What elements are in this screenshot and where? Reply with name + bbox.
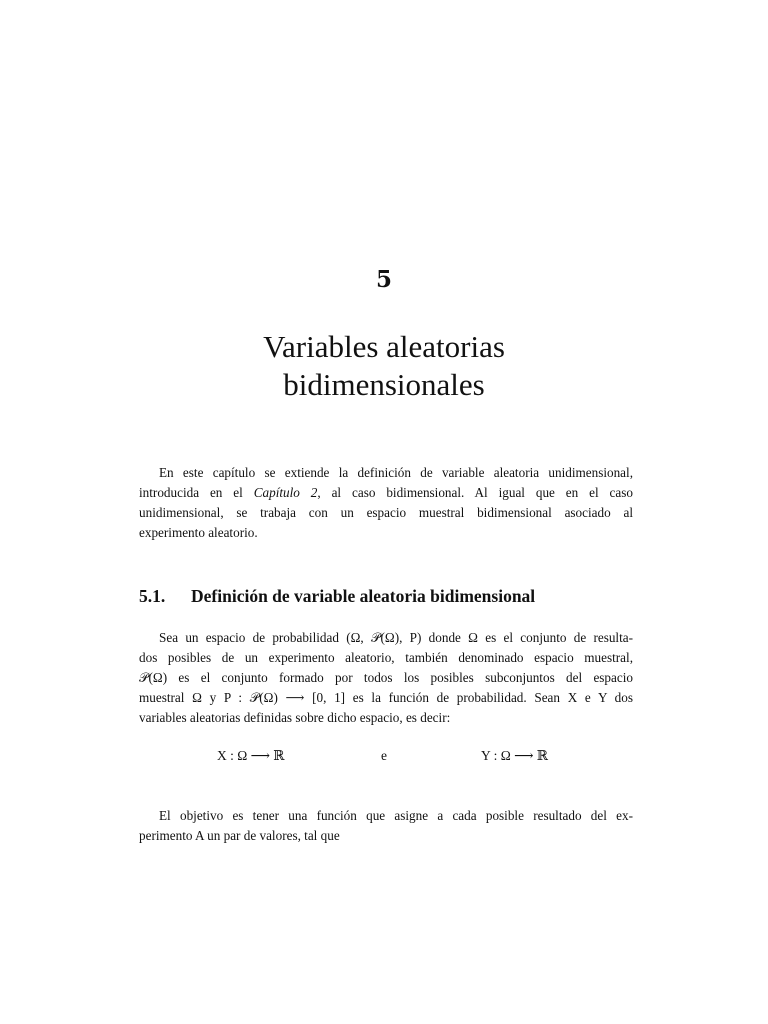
intro-paragraph [139, 463, 633, 543]
math-y-map: Y : Ω ⟶ ℝ [481, 748, 549, 763]
definition-line-4: muestral Ω y P : 𝒫(Ω) ⟶ [0, 1] es la función de probabilidad. Sean X e Y dos [139, 690, 633, 705]
intro-line-2-post: , al caso bidimensional. Al igual que en el caso [317, 485, 633, 500]
chapter-title-line-2: bidimensionales [283, 367, 485, 402]
intro-line-1: En este capítulo se extiende la definición de variable aleatoria unidimensional, [159, 465, 633, 480]
intro-line-4: experimento aleatorio. [139, 525, 258, 540]
section-title: Definición de variable aleatoria bidimensional [191, 586, 536, 606]
math-display [139, 748, 633, 768]
section-heading [139, 586, 633, 607]
definition-line-1: Sea un espacio de probabilidad (Ω, 𝒫(Ω), P) donde Ω es el conjunto de resulta- [159, 630, 633, 645]
objective-line-1: El objetivo es tener una función que asigne a cada posible resultado del ex- [159, 808, 633, 823]
objective-paragraph [139, 806, 633, 846]
chapter-title [0, 328, 768, 404]
chapter-number: 5 [375, 266, 392, 293]
definition-line-3: 𝒫(Ω) es el conjunto formado por todos los posibles subconjuntos del espacio [139, 670, 633, 685]
definition-paragraph [139, 628, 633, 728]
objective-line-2: perimento A un par de valores, tal que [139, 828, 340, 843]
math-x-map: X : Ω ⟶ ℝ [217, 748, 285, 763]
definition-line-2: dos posibles de un experimento aleatorio, también denominado espacio muestral, [139, 650, 633, 665]
chapter-reference: Capítulo 2 [253, 485, 318, 500]
intro-line-2-pre: introducida en el [139, 485, 254, 500]
intro-line-3: unidimensional, se trabaja con un espacio muestral bidimensional asociado al [139, 505, 633, 520]
intro-line-2 [139, 483, 633, 503]
chapter-title-line-1: Variables aleatorias [263, 329, 505, 364]
section-number: 5.1. [139, 586, 166, 606]
math-conjunction: e [381, 748, 387, 763]
definition-line-5: variables aleatorias definidas sobre dicho espacio, es decir: [139, 710, 451, 725]
